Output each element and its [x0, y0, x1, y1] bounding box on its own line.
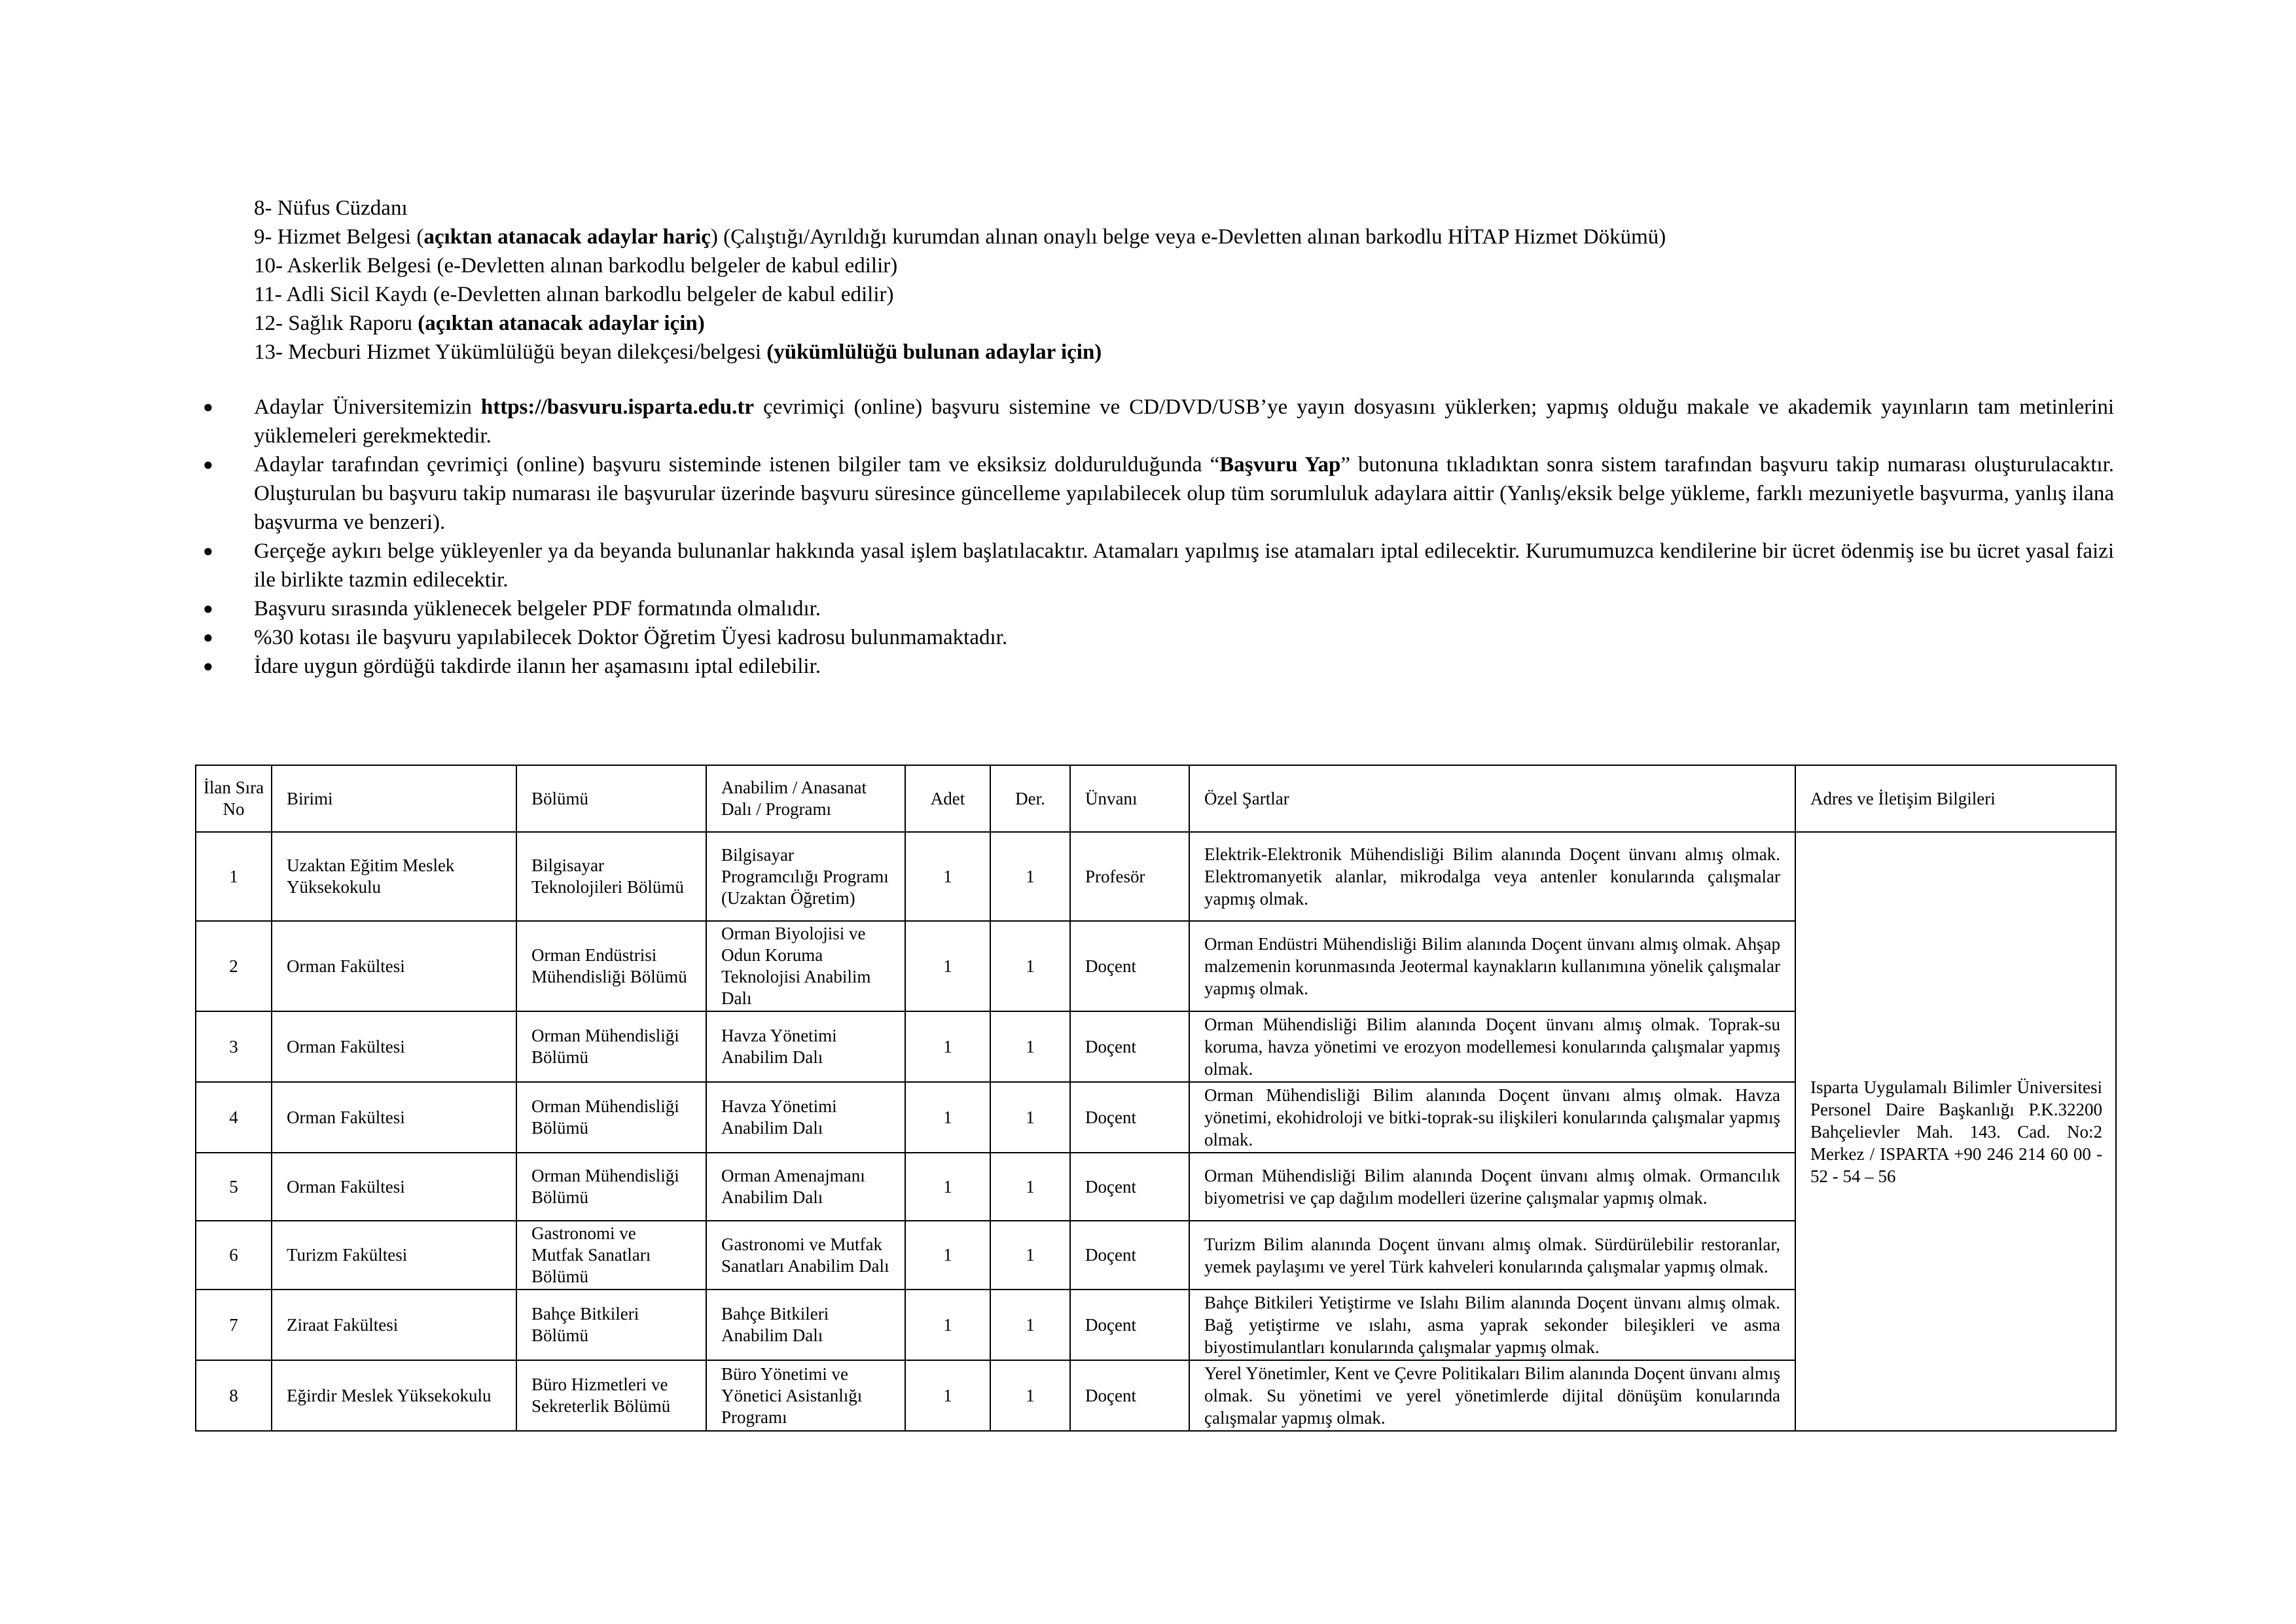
cell-unvani: Doçent: [1070, 1221, 1189, 1290]
cell-ozel-sartlar: Orman Endüstri Mühendisliği Bilim alanında Doçent ünvanı almış olmak. Ahşap malzemenin korunmasında Jeotermal kaynakların kullanımına yönelik çalışmalar yapmış olmak.: [1189, 921, 1795, 1011]
cell-bolumu: Bilgisayar Teknolojileri Bölümü: [516, 832, 706, 921]
cell-sira: 1: [196, 832, 272, 921]
cell-unvani: Doçent: [1070, 1153, 1189, 1221]
cell-birimi: Uzaktan Eğitim Meslek Yüksekokulu: [272, 832, 516, 921]
cell-adet: 1: [905, 1360, 990, 1431]
cell-unvani: Doçent: [1070, 1011, 1189, 1082]
cell-der: 1: [990, 1153, 1070, 1221]
cell-sira: 7: [196, 1290, 272, 1360]
document-item-12: 12- Sağlık Raporu (açıktan atanacak adaylar için): [254, 312, 705, 335]
cell-adet: 1: [905, 1011, 990, 1082]
cell-der: 1: [990, 832, 1070, 921]
col-header-adres: Adres ve İletişim Bilgileri: [1795, 765, 2116, 832]
table-row: [196, 832, 2116, 921]
cell-bolumu: Orman Mühendisliği Bölümü: [516, 1011, 706, 1082]
cell-bolumu: Bahçe Bitkileri Bölümü: [516, 1290, 706, 1360]
cell-sira: 6: [196, 1221, 272, 1290]
bullet-icon: ●: [203, 628, 213, 647]
cell-der: 1: [990, 1082, 1070, 1153]
col-header-birimi: Birimi: [272, 765, 516, 832]
cell-ozel-sartlar: Orman Mühendisliği Bilim alanında Doçent ünvanı almış olmak. Ormancılık biyometrisi ve çap dağılım modelleri üzerine çalışmalar yapmış olmak.: [1189, 1153, 1795, 1221]
note-item: ● Gerçeğe aykırı belge yükleyenler ya da beyanda bulunanlar hakkında yasal işlem başlatılacaktır. Atamaları yapılmış ise atamaları iptal edilecektir. Kurumumuzca kendilerine bir ücret ödenmiş ise bu ücret yasal faizi ile birlikte tazmin edilecektir.: [196, 537, 2114, 594]
note-item: ● Adaylar Üniversitemizin https://basvuru.isparta.edu.tr çevrimiçi (online) başvuru sistemine ve CD/DVD/USB’ye yayın dosyasını yüklerken; yapmış olduğu makale ve akademik yayınların tam metinlerini yüklemeleri gerekmektedir.: [196, 393, 2114, 450]
cell-unvani: Doçent: [1070, 1290, 1189, 1360]
bullet-icon: ●: [203, 397, 213, 416]
cell-anabilim: Gastronomi ve Mutfak Sanatları Anabilim Dalı: [706, 1221, 905, 1290]
cell-adet: 1: [905, 832, 990, 921]
col-header-bolumu: Bölümü: [516, 765, 706, 832]
document-item-10: 10- Askerlik Belgesi (e-Devletten alınan barkodlu belgeler de kabul edilir): [254, 254, 898, 278]
note-item: ● Adaylar tarafından çevrimiçi (online) başvuru sisteminde istenen bilgiler tam ve eksiksiz doldurulduğunda “Başvuru Yap” butonuna tıkladıktan sonra sistem tarafından başvuru takip numarası oluşturulacaktır. Oluşturulan bu başvuru takip numarası ile başvurular üzerinde başvuru süresince güncelleme yapılabilecek olup tüm sorumluluk adaylara aittir (Yanlış/eksik belge yükleme, farklı mezuniyetle başvurma, yanlış ilana başvurma ve benzeri).: [196, 450, 2114, 537]
cell-birimi: Orman Fakültesi: [272, 1082, 516, 1153]
cell-unvani: Doçent: [1070, 1360, 1189, 1431]
cell-ozel-sartlar: Orman Mühendisliği Bilim alanında Doçent ünvanı almış olmak. Toprak-su koruma, havza yönetimi ve erozyon modellemesi konularında çalışmalar yapmış olmak.: [1189, 1011, 1795, 1082]
cell-der: 1: [990, 1011, 1070, 1082]
cell-ozel-sartlar: Turizm Bilim alanında Doçent ünvanı almış olmak. Sürdürülebilir restoranlar, yemek paylaşımı ve yerel Türk kahveleri konularında çalışmalar yapmış olmak.: [1189, 1221, 1795, 1290]
bullet-icon: ●: [203, 541, 213, 560]
cell-unvani: Doçent: [1070, 1082, 1189, 1153]
cell-der: 1: [990, 1221, 1070, 1290]
cell-bolumu: Gastronomi ve Mutfak Sanatları Bölümü: [516, 1221, 706, 1290]
cell-sira: 5: [196, 1153, 272, 1221]
document-item-13: 13- Mecburi Hizmet Yükümlülüğü beyan dilekçesi/belgesi (yükümlülüğü bulunan adaylar için): [254, 340, 1102, 364]
cell-anabilim: Orman Biyolojisi ve Odun Koruma Teknolojisi Anabilim Dalı: [706, 921, 905, 1011]
cell-der: 1: [990, 921, 1070, 1011]
cell-unvani: Profesör: [1070, 832, 1189, 921]
cell-der: 1: [990, 1360, 1070, 1431]
cell-anabilim: Bahçe Bitkileri Anabilim Dalı: [706, 1290, 905, 1360]
document-item-9: 9- Hizmet Belgesi (açıktan atanacak adaylar hariç) (Çalıştığı/Ayrıldığı kurumdan alınan onaylı belge veya e-Devletten alınan barkodlu HİTAP Hizmet Dökümü): [254, 225, 1666, 249]
cell-anabilim: Bilgisayar Programcılığı Programı (Uzaktan Öğretim): [706, 832, 905, 921]
cell-ozel-sartlar: Bahçe Bitkileri Yetiştirme ve Islahı Bilim alanında Doçent ünvanı almış olmak. Bağ yetiştirme ve ıslahı, asma yaprak sekonder bileşikleri ve asma biyostimulantları konularında çalışmalar yapmış olmak.: [1189, 1290, 1795, 1360]
col-header-ozel: Özel Şartlar: [1189, 765, 1795, 832]
cell-birimi: Orman Fakültesi: [272, 1153, 516, 1221]
cell-adet: 1: [905, 1290, 990, 1360]
table-header-row: [196, 765, 2116, 832]
cell-birimi: Ziraat Fakültesi: [272, 1290, 516, 1360]
cell-adet: 1: [905, 1082, 990, 1153]
note-item: ● Başvuru sırasında yüklenecek belgeler PDF formatında olmalıdır.: [196, 594, 2114, 623]
cell-address: Isparta Uygulamalı Bilimler Üniversitesi Personel Daire Başkanlığı P.K.32200 Bahçelievler Mah. 143. Cad. No:2 Merkez / ISPARTA +90 246 214 60 00 - 52 - 54 – 56: [1795, 832, 2116, 1431]
cell-birimi: Turizm Fakültesi: [272, 1221, 516, 1290]
cell-sira: 4: [196, 1082, 272, 1153]
note-item: ● İdare uygun gördüğü takdirde ilanın her aşamasını iptal edilebilir.: [196, 652, 2114, 681]
cell-adet: 1: [905, 1221, 990, 1290]
application-notes-list: [196, 393, 2114, 681]
cell-adet: 1: [905, 1153, 990, 1221]
cell-adet: 1: [905, 921, 990, 1011]
note-item: ● %30 kotası ile başvuru yapılabilecek Doktor Öğretim Üyesi kadrosu bulunmamaktadır.: [196, 623, 2114, 652]
cell-anabilim: Büro Yönetimi ve Yönetici Asistanlığı Programı: [706, 1360, 905, 1431]
cell-anabilim: Orman Amenajmanı Anabilim Dalı: [706, 1153, 905, 1221]
col-header-anabilim: Anabilim / Anasanat Dalı / Programı: [706, 765, 905, 832]
cell-bolumu: Orman Mühendisliği Bölümü: [516, 1082, 706, 1153]
cell-bolumu: Büro Hizmetleri ve Sekreterlik Bölümü: [516, 1360, 706, 1431]
cell-birimi: Orman Fakültesi: [272, 1011, 516, 1082]
cell-birimi: Eğirdir Meslek Yüksekokulu: [272, 1360, 516, 1431]
document-item-8: 8- Nüfus Cüzdanı: [254, 196, 408, 220]
bullet-icon: ●: [203, 657, 213, 676]
positions-table: [195, 765, 2117, 1432]
cell-ozel-sartlar: Orman Mühendisliği Bilim alanında Doçent ünvanı almış olmak. Havza yönetimi, ekohidroloji ve bitki-toprak-su ilişkileri konularında çalışmalar yapmış olmak.: [1189, 1082, 1795, 1153]
cell-ozel-sartlar: Yerel Yönetimler, Kent ve Çevre Politikaları Bilim alanında Doçent ünvanı almış olmak. Su yönetimi ve yerel yönetimlerde dijital dönüşüm konularında çalışmalar yapmış olmak.: [1189, 1360, 1795, 1431]
cell-ozel-sartlar: Elektrik-Elektronik Mühendisliği Bilim alanında Doçent ünvanı almış olmak. Elektromanyetik alanlar, mikrodalga veya antenler konularında çalışmalar yapmış olmak.: [1189, 832, 1795, 921]
cell-bolumu: Orman Mühendisliği Bölümü: [516, 1153, 706, 1221]
cell-sira: 3: [196, 1011, 272, 1082]
col-header-unvani: Ünvanı: [1070, 765, 1189, 832]
bullet-icon: ●: [203, 599, 213, 618]
col-header-der: Der.: [990, 765, 1070, 832]
cell-unvani: Doçent: [1070, 921, 1189, 1011]
cell-bolumu: Orman Endüstrisi Mühendisliği Bölümü: [516, 921, 706, 1011]
cell-anabilim: Havza Yönetimi Anabilim Dalı: [706, 1011, 905, 1082]
cell-der: 1: [990, 1290, 1070, 1360]
cell-sira: 2: [196, 921, 272, 1011]
cell-sira: 8: [196, 1360, 272, 1431]
cell-birimi: Orman Fakültesi: [272, 921, 516, 1011]
required-documents-list: [254, 194, 2152, 367]
document-item-11: 11- Adli Sicil Kaydı (e-Devletten alınan barkodlu belgeler de kabul edilir): [254, 283, 894, 306]
bullet-icon: ●: [203, 455, 213, 474]
col-header-sira: İlan Sıra No: [196, 765, 272, 832]
col-header-adet: Adet: [905, 765, 990, 832]
cell-anabilim: Havza Yönetimi Anabilim Dalı: [706, 1082, 905, 1153]
